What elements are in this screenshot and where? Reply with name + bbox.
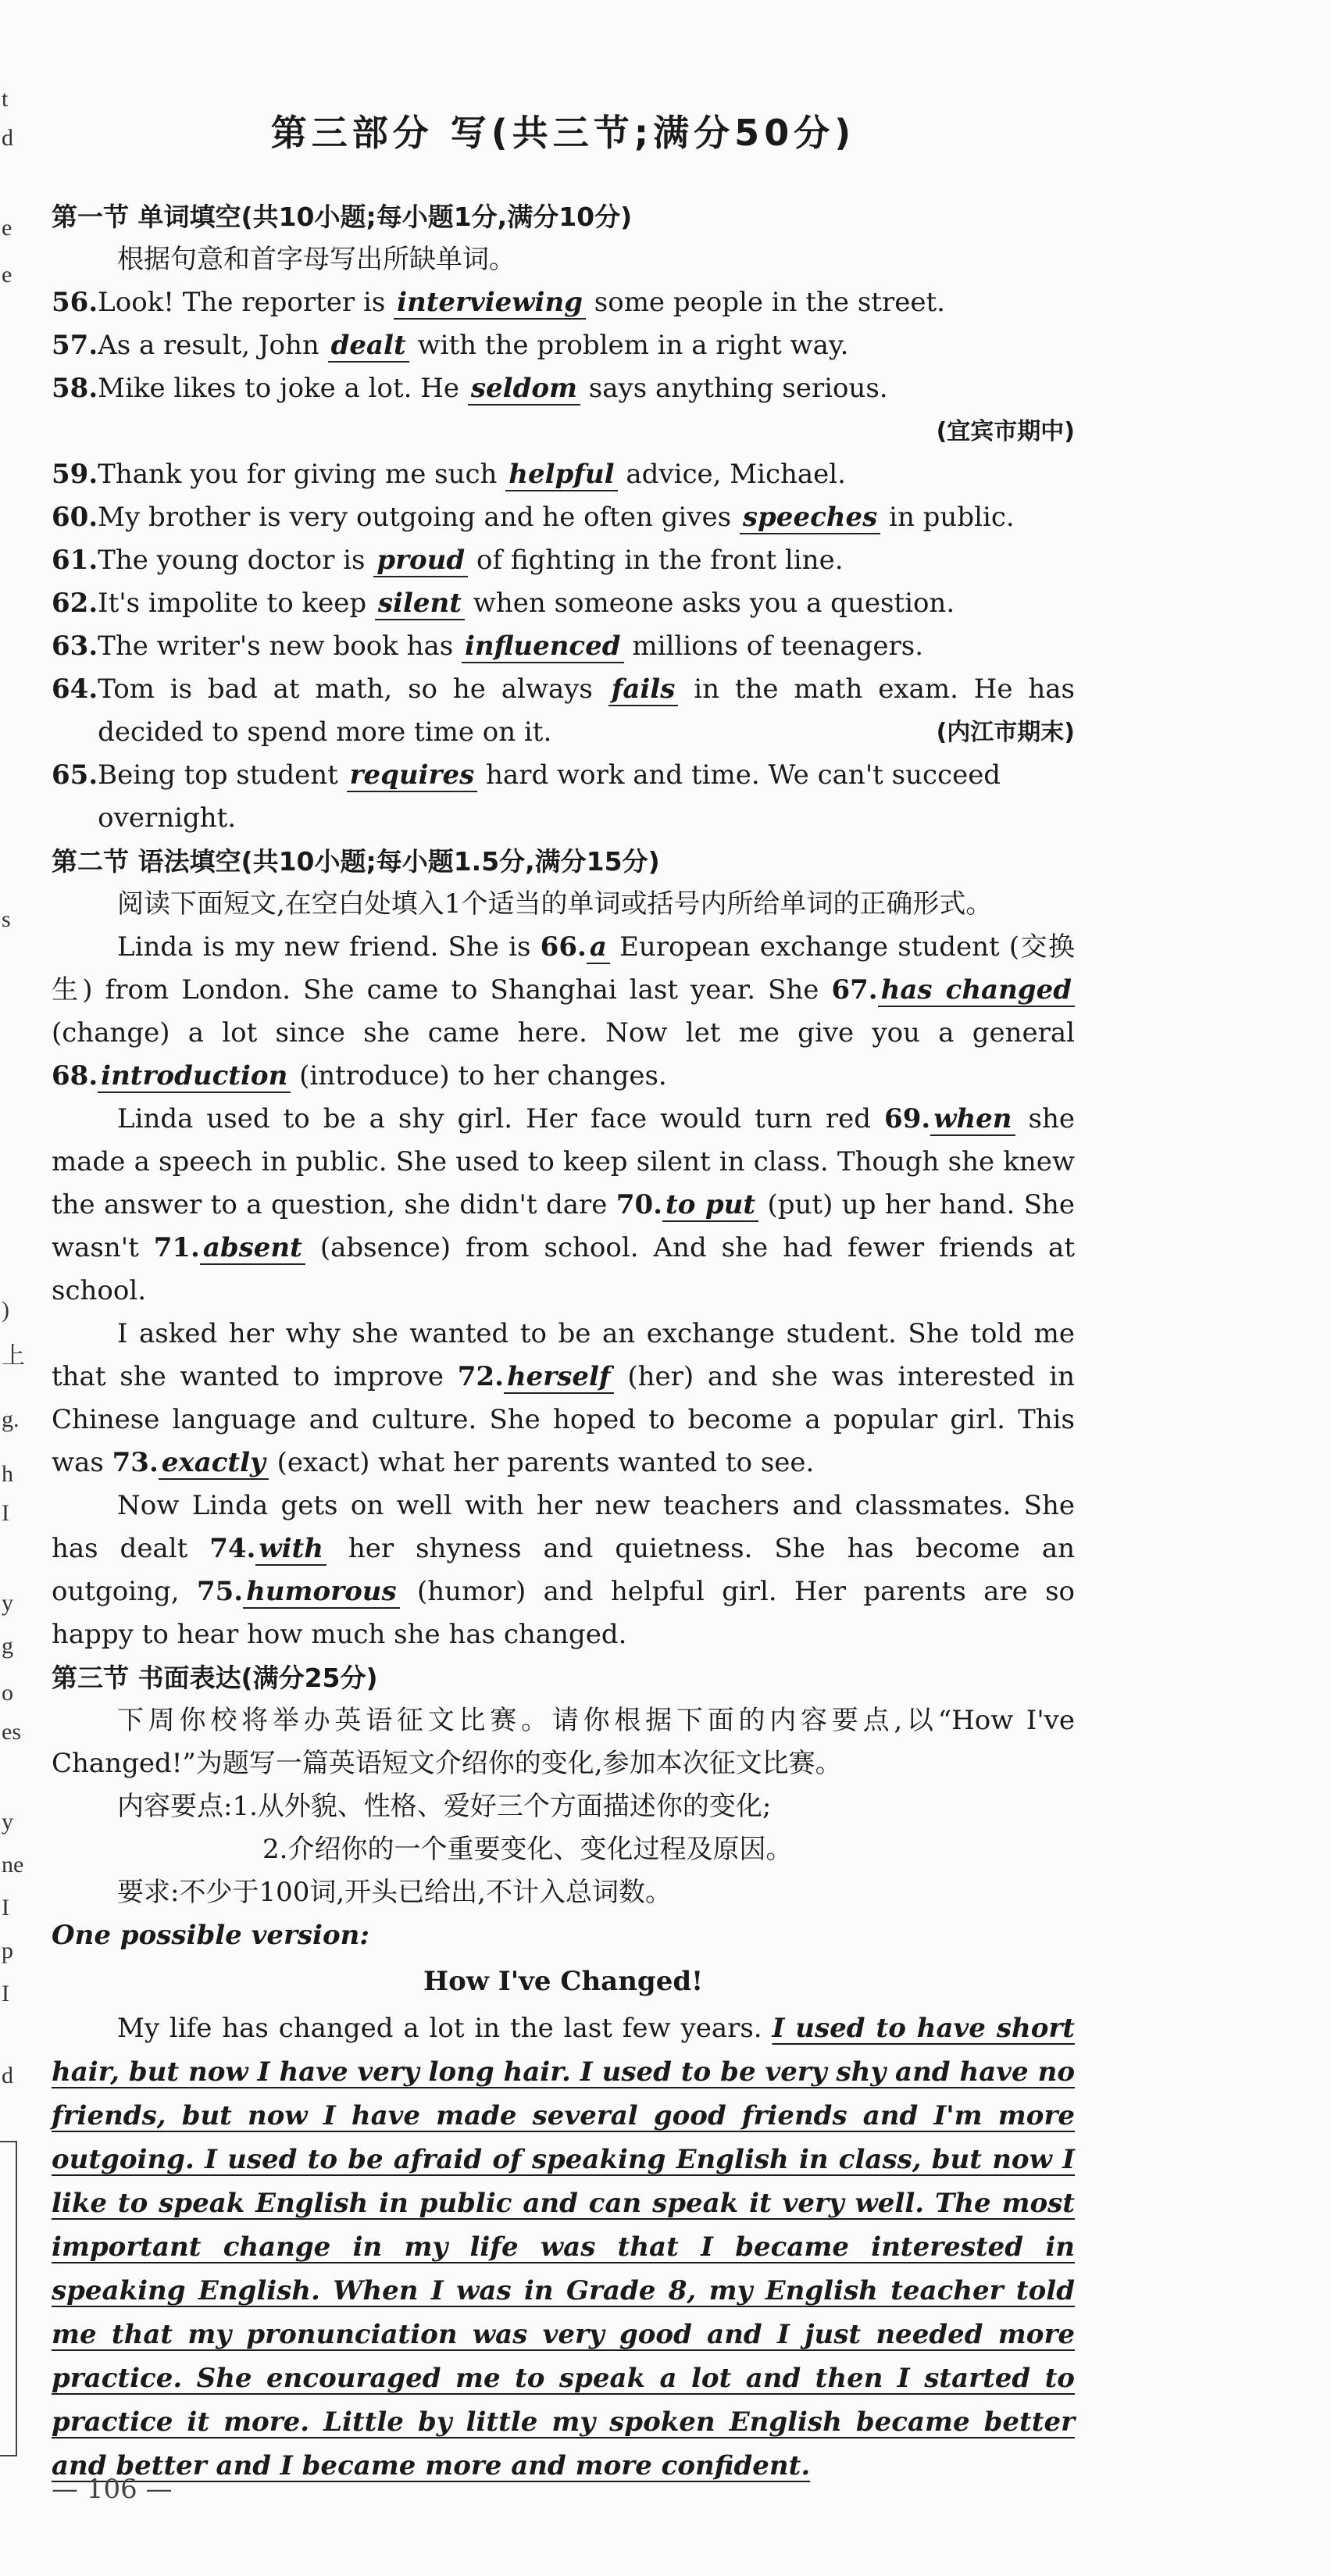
answer: a (587, 931, 610, 964)
section3-instruction: 下周你校将举办英语征文比赛。请你根据下面的内容要点,以“How I've Changed!”为题写一篇英语短文介绍你的变化,参加本次征文比赛。 (52, 1705, 1075, 1779)
answer: helpful (505, 459, 617, 491)
question-56: 56. Look! The reporter is interviewing some people in the street. (52, 281, 1075, 324)
answer: humorous (243, 1576, 400, 1609)
question-number: 60. (52, 502, 98, 533)
question-number: 57. (52, 330, 98, 361)
content-point-2: 2.介绍你的一个重要变化、变化过程及原因。 (262, 1834, 793, 1865)
passage-paragraph-3: I asked her why she wanted to be an exchange student. She told me that she wanted to improve 72. herself (her) and she was interested in Chinese language and culture. She hoped to become a popular girl. This was 73. exactly (exact) what her parents wanted to see. (52, 1318, 1075, 1478)
edge-letter: I (2, 1500, 9, 1526)
edge-letter: g (2, 1633, 13, 1659)
edge-letter: I (2, 1981, 9, 2006)
answer: influenced (462, 631, 624, 663)
edge-letter: s (2, 906, 11, 932)
answer: when (930, 1103, 1015, 1136)
answer: to put (662, 1189, 758, 1222)
answer: herself (504, 1361, 614, 1394)
question-number: 64. (52, 673, 98, 705)
edge-letter: y (2, 1590, 13, 1616)
edge-letter: e (2, 215, 12, 241)
question-65: 65. Being top student requires hard work and time. We can't succeed overnight. (52, 754, 1075, 840)
requirement: 要求:不少于100词,开头已给出,不计入总词数。 (117, 1877, 672, 1908)
question-number: 61. (52, 545, 98, 576)
answer: with (255, 1533, 327, 1566)
question-61: 61. The young doctor is proud of fighting in the front line. (52, 539, 1075, 582)
edge-letter: ) (2, 1297, 9, 1323)
answer: silent (375, 588, 465, 620)
edge-letter: d (2, 125, 13, 151)
edge-letter: es (2, 1719, 21, 1745)
section2-heading: 第二节 语法填空(共10小题;每小题1.5分,满分15分) (52, 846, 660, 877)
essay-body: My life has changed a lot in the last few years. I used to have short hair, but now I have very long hair. I used to be very shy and have no friends, but now I have made several good friends and I'm more outgoing. I used to be afraid of speaking English in class, but now I like to speak English in public and can speak it very well. The most important change in my life was that I became interested in speaking English. When I was in Grade 8, my English teacher told me that my pronunciation was very good and I just needed more practice. She encouraged me to speak a lot and then I started to practice it more. Little by little my spoken English became better and better and I became more and more confident. (52, 2013, 1075, 2481)
source-label: (内江市期末) (936, 719, 1075, 746)
passage-paragraph-4: Now Linda gets on well with her new teachers and classmates. She has dealt 74. with her shyness and quietness. She has become an outgoing, 75. humorous (humor) and helpful girl. Her parents are so happy to hear how much she has changed. (52, 1490, 1075, 1650)
question-58: 58. Mike likes to joke a lot. He seldom says anything serious. (52, 367, 1075, 410)
answer: proud (373, 545, 468, 577)
edge-letter: t (2, 86, 9, 112)
edge-box (0, 2141, 17, 2456)
question-60: 60. My brother is very outgoing and he often gives speeches in public. (52, 496, 1075, 539)
passage-paragraph-1: Linda is my new friend. She is 66. a European exchange student (交换生) from London. She came to Shanghai last year. She 67. has changed (change) a lot since she came here. Now let me give you a general 68. introduction (introduce) to her changes. (52, 931, 1075, 1091)
part-title: 第三部分 写(共三节;满分50分) (270, 112, 856, 154)
question-number: 58. (52, 373, 98, 404)
edge-letter: 上 (2, 1343, 25, 1369)
edge-letter: d (2, 2063, 13, 2088)
question-number: 63. (52, 631, 98, 662)
essay-title: How I've Changed! (423, 1966, 704, 1997)
edge-letter: o (2, 1680, 13, 1706)
question-64: 64. Tom is bad at math, so he always fails in the math exam. He has decided to spend more time on it. (内江市期末) (52, 668, 1075, 754)
section3-heading: 第三节 书面表达(满分25分) (52, 1663, 378, 1693)
answer: seldom (468, 373, 580, 406)
section1-heading: 第一节 单词填空(共10小题;每小题1分,满分10分) (52, 202, 633, 232)
question-62: 62. It's impolite to keep silent when someone asks you a question. (52, 582, 1075, 625)
content-point-1: 内容要点:1.从外貌、性格、爱好三个方面描述你的变化; (117, 1791, 772, 1822)
answer: speeches (740, 502, 880, 534)
question-number: 62. (52, 588, 98, 619)
answer: absent (200, 1232, 305, 1265)
question-number: 59. (52, 459, 98, 490)
answer: requires (347, 759, 478, 792)
edge-letter: e (2, 262, 12, 288)
source-label: (宜宾市期中) (936, 418, 1075, 445)
passage-paragraph-2: Linda used to be a shy girl. Her face would turn red 69. when she made a speech in public. She used to keep silent in class. Though she knew the answer to a question, she didn't dare 70. to put (put) up her hand. She wasn't 71. absent (absence) from school. And she had fewer friends at school. (52, 1103, 1076, 1306)
answer: exactly (159, 1447, 269, 1480)
edge-letter: ne (2, 1852, 24, 1878)
version-label: One possible version: (52, 1920, 369, 1951)
question-59: 59. Thank you for giving me such helpful advice, Michael. (52, 453, 1075, 496)
section2-instruction: 阅读下面短文,在空白处填入1个适当的单词或括号内所给单词的正确形式。 (117, 888, 993, 920)
answer: interviewing (394, 287, 586, 320)
edge-letter: g. (2, 1406, 20, 1432)
answer: has changed (878, 974, 1075, 1007)
page-number: — 106 — (52, 2474, 173, 2505)
answer: introduction (98, 1060, 291, 1093)
answer: dealt (328, 330, 409, 363)
question-63: 63. The writer's new book has influenced millions of teenagers. (52, 625, 1075, 668)
essay-answer: I used to have short hair, but now I have very long hair. I used to be very shy and have no friends, but now I have made several good friends and I'm more outgoing. I used to be afraid of speaking English in class, but now I like to speak English in public and can speak it very well. The most important change in my life was that I became interested in speaking English. When I was in Grade 8, my English teacher told me that my pronunciation was very good and I just needed more practice. She encouraged me to speak a lot and then I started to practice it more. Little by little my spoken English became better and better and I became more and more confident. (52, 2013, 1075, 2481)
edge-letter: h (2, 1461, 13, 1487)
edge-letter: I (2, 1895, 9, 1920)
question-number: 56. (52, 287, 98, 318)
edge-letter: p (2, 1938, 13, 1963)
section1-instruction: 根据句意和首字母写出所缺单词。 (117, 244, 516, 275)
page-content (52, 109, 1075, 2488)
question-number: 65. (52, 759, 98, 791)
answer: fails (608, 673, 679, 706)
edge-letter: y (2, 1809, 13, 1835)
question-57: 57. As a result, John dealt with the problem in a right way. (52, 324, 1075, 367)
